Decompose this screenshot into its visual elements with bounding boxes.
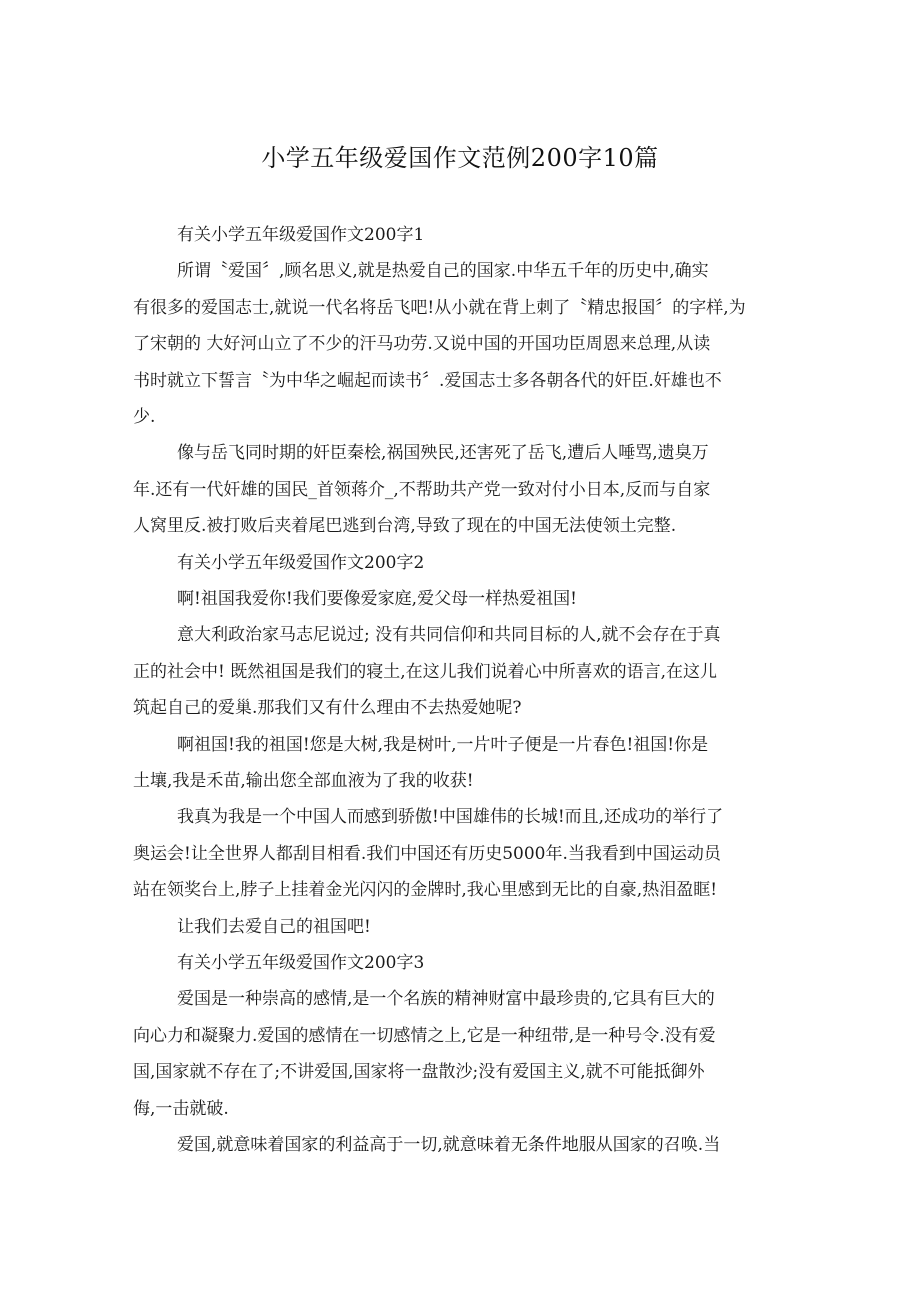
text-line: 让我们去爱自己的祖国吧!: [177, 916, 371, 937]
text-line: 人窝里反.被打败后夹着尾巴逃到台湾,导致了现在的中国无法使领土完整.: [133, 516, 677, 537]
text-line: 像与岳飞同时期的奸臣秦桧,祸国殃民,还害死了岳飞,遭后人唾骂,遗臭万: [177, 443, 709, 464]
text-line: 书时就立下誓言〝为中华之崛起而读书〞.爱国志士多各朝各代的奸臣.奸雄也不: [133, 370, 722, 391]
text-line: 爱国,就意味着国家的利益高于一切,就意味着无条件地服从国家的召唤.当: [177, 1135, 721, 1155]
text-line: 啊!祖国我爱你!我们要像爱家庭,爱父母一样热爱祖国!: [177, 589, 577, 609]
text-line: 筑起自己的爱巢.那我们又有什么理由不去热爱她呢?: [133, 698, 522, 719]
text-line: 土壤,我是禾苗,输出您全部血液为了我的收获!: [133, 771, 474, 791]
text-line: 有关小学五年级爱国作文200字1: [177, 225, 425, 245]
text-line: 站在领奖台上,脖子上挂着金光闪闪的金牌时,我心里感到无比的自豪,热泪盈眶!: [133, 880, 718, 901]
text-line: 奥运会!让全世界人都刮目相看.我们中国还有历史5000年.当我看到中国运动员: [133, 843, 721, 864]
text-line: 意大利政治家马志尼说过; 没有共同信仰和共同目标的人,就不会存在于真: [177, 625, 721, 646]
text-line: 有很多的爱国志士,就说一代名将岳飞吧!从小就在背上刺了〝精忠报国〞的字样,为: [133, 297, 746, 318]
text-line: 年.还有一代奸雄的国民_首领蒋介_,不帮助共产党一致对付小日本,反而与自家: [133, 479, 711, 500]
text-line: 侮,一击就破.: [133, 1098, 229, 1119]
text-line: 国,国家就不存在了;不讲爱国,国家将一盘散沙;没有爱国主义,就不可能抵御外: [133, 1062, 705, 1083]
text-line: 有关小学五年级爱国作文200字2: [177, 552, 425, 573]
text-line: 少.: [133, 407, 156, 427]
text-line: 我真为我是一个中国人而感到骄傲!中国雄伟的长城!而且,还成功的举行了: [177, 807, 724, 828]
text-line: 啊祖国!我的祖国!您是大树,我是树叶,一片叶子便是一片春色!祖国!你是: [177, 734, 709, 755]
text-line: 有关小学五年级爱国作文200字3: [177, 953, 425, 973]
text-line: 了宋朝的 大好河山立了不少的汗马功劳.又说中国的开国功臣周恩来总理,从读: [133, 334, 711, 355]
text-line: 所谓〝爱国〞,顾名思义,就是热爱自己的国家.中华五千年的历史中,确实: [177, 261, 709, 282]
document-title: 小学五年级爱国作文范例200字10篇: [261, 144, 659, 172]
text-line: 向心力和凝聚力.爱国的感情在一切感情之上,它是一种纽带,是一种号令.没有爱: [133, 1025, 716, 1046]
text-line: 正的社会中! 既然祖国是我们的寝土,在这儿我们说着心中所喜欢的语言,在这儿: [133, 661, 718, 682]
text-line: 爱国是一种崇高的感情,是一个名族的精神财富中最珍贵的,它具有巨大的: [177, 989, 715, 1010]
